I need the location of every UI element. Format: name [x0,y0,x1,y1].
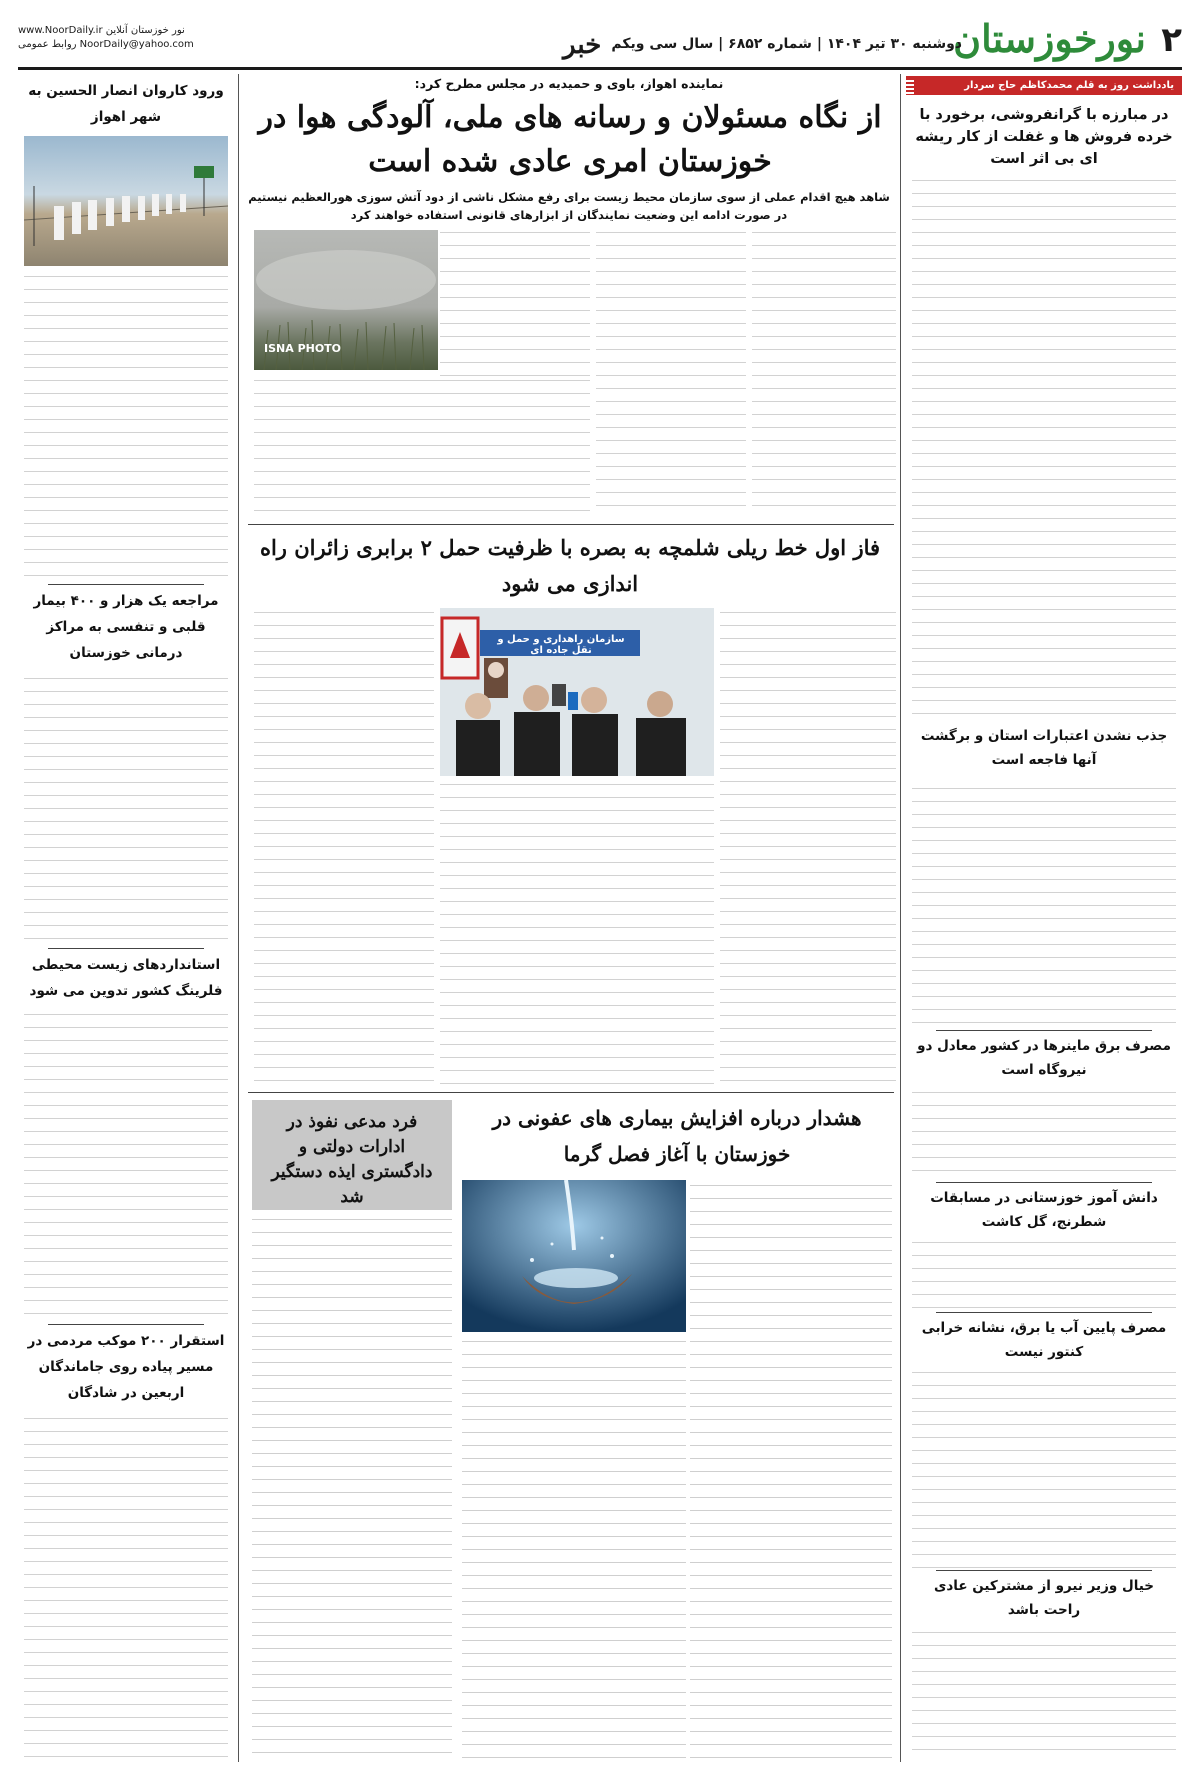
infect-body [462,1336,686,1762]
lead-body [596,228,746,518]
rail-photo[interactable] [440,608,714,776]
pilgrims-walking-image [24,136,228,266]
divider [48,948,204,949]
article-body [24,1414,228,1764]
fard-headline[interactable]: فرد مدعی نفوذ در ادارات دولتی و دادگستری ایذه دستگیر شد [271,1112,433,1207]
article-body [912,1088,1176,1178]
lead-body [440,228,590,378]
divider [248,1092,894,1093]
divider [248,524,894,525]
newspaper-logo[interactable]: نورخوزستان [953,16,1146,61]
column-divider [900,74,901,1762]
divider [936,1030,1152,1031]
caravan-photo[interactable] [24,136,228,266]
article-body [24,674,228,944]
masthead [18,18,1182,70]
site-info [18,24,194,52]
article-body [912,784,1176,1024]
article-title[interactable]: استانداردهای زیست محیطی فلرینگ کشور تدوین می شود [29,957,223,999]
rail-body [254,608,434,1084]
lead-subhead: شاهد هیچ اقدام عملی از سوی سازمان محیط زیست برای رفع مشکل ناشی از دود آتش سوزی هورالعظیم نیستیم [248,190,890,204]
rail-body [440,780,714,1084]
article-title[interactable]: جذب نشدن اعتبارات استان و برگشت آنها فاجعه است [920,728,1168,768]
editorial-badge: یادداشت روز به قلم محمدکاظم حاج سردار [906,76,1182,95]
article-title[interactable]: دانش آموز خوزستانی در مسابقات شطرنج، گل کاشت [930,1190,1158,1230]
lead-photo[interactable] [254,230,438,370]
article-body [24,1010,228,1320]
infect-headline[interactable]: هشدار درباره افزایش بیماری های عفونی در خوزستان با آغاز فصل گرما [492,1106,862,1166]
water-hands-image [462,1180,686,1332]
fard-headline-box [252,1100,452,1210]
divider [936,1570,1152,1571]
site-url[interactable]: www.NoorDaily.ir نور خوزستان آنلاین [18,25,185,36]
article-body [912,1628,1176,1762]
article-title[interactable]: استقرار ۲۰۰ موکب مردمی در مسیر پیاده روی جاماندگان اربعین در شادگان [27,1333,225,1401]
editorial-title[interactable]: در مبارزه با گرانفروشی، برخورد با خرده فروش ها و غفلت از کار ریشه ای بی اثر است [915,107,1173,167]
fard-body [252,1214,452,1762]
lead-kicker: نماینده اهواز، باوی و حمیدیه در مجلس مطرح کرد: [414,76,724,91]
badge-stripes [906,80,914,94]
divider [48,584,204,585]
article-body [24,272,228,582]
article-body [912,1368,1176,1568]
divider [48,1324,204,1325]
rail-headline[interactable]: فاز اول خط ریلی شلمچه به بصره با ظرفیت حمل ۲ برابری زائران راه اندازی می شود [259,535,881,596]
article-title[interactable]: خیال وزیر نیرو از مشترکین عادی راحت باشد [933,1578,1155,1618]
section-title: خبر [563,30,602,60]
divider [936,1312,1152,1313]
article-body [912,1238,1176,1310]
article-title[interactable]: ورود کاروان انصار الحسین به شهر اهواز [28,83,224,125]
article-title[interactable]: مصرف پایین آب یا برق، نشانه خرابی کنتور نیست [921,1320,1167,1360]
rail-body [720,608,896,1084]
divider [936,1182,1152,1183]
left-column [18,76,234,1766]
infect-photo[interactable] [462,1180,686,1332]
column-divider [238,74,239,1762]
lead-body [254,376,590,518]
dateline: دوشنبه ۳۰ تیر ۱۴۰۴ | شماره ۶۸۵۲ | سال سی ویکم [611,36,962,52]
article-title[interactable]: مراجعه یک هزار و ۴۰۰ بیمار قلبی و تنفسی به مراکز درمانی خوزستان [33,593,219,661]
editorial-body [912,176,1176,716]
photo-credit: ISNA PHOTO [264,342,342,355]
site-email[interactable]: روابط عمومی NoorDaily@yahoo.com [18,39,194,50]
article-title[interactable]: مصرف برق ماینرها در کشور معادل دو نیروگاه است [917,1038,1171,1078]
lead-body [752,228,896,518]
infect-body [690,1180,892,1762]
right-column [906,76,1182,1766]
page-number: ۲ [1161,20,1182,60]
lead-headline[interactable]: از نگاه مسئولان و رسانه های ملی، آلودگی هوا در خوزستان امری عادی شده است [258,100,882,179]
lead-subhead: در صورت ادامه این وضعیت نمایندگان از ابزارهای قانونی استفاده خواهند کرد [350,208,788,222]
rail-banner-text: سازمان راهداری و حمل و نقل جاده ای [497,634,625,656]
